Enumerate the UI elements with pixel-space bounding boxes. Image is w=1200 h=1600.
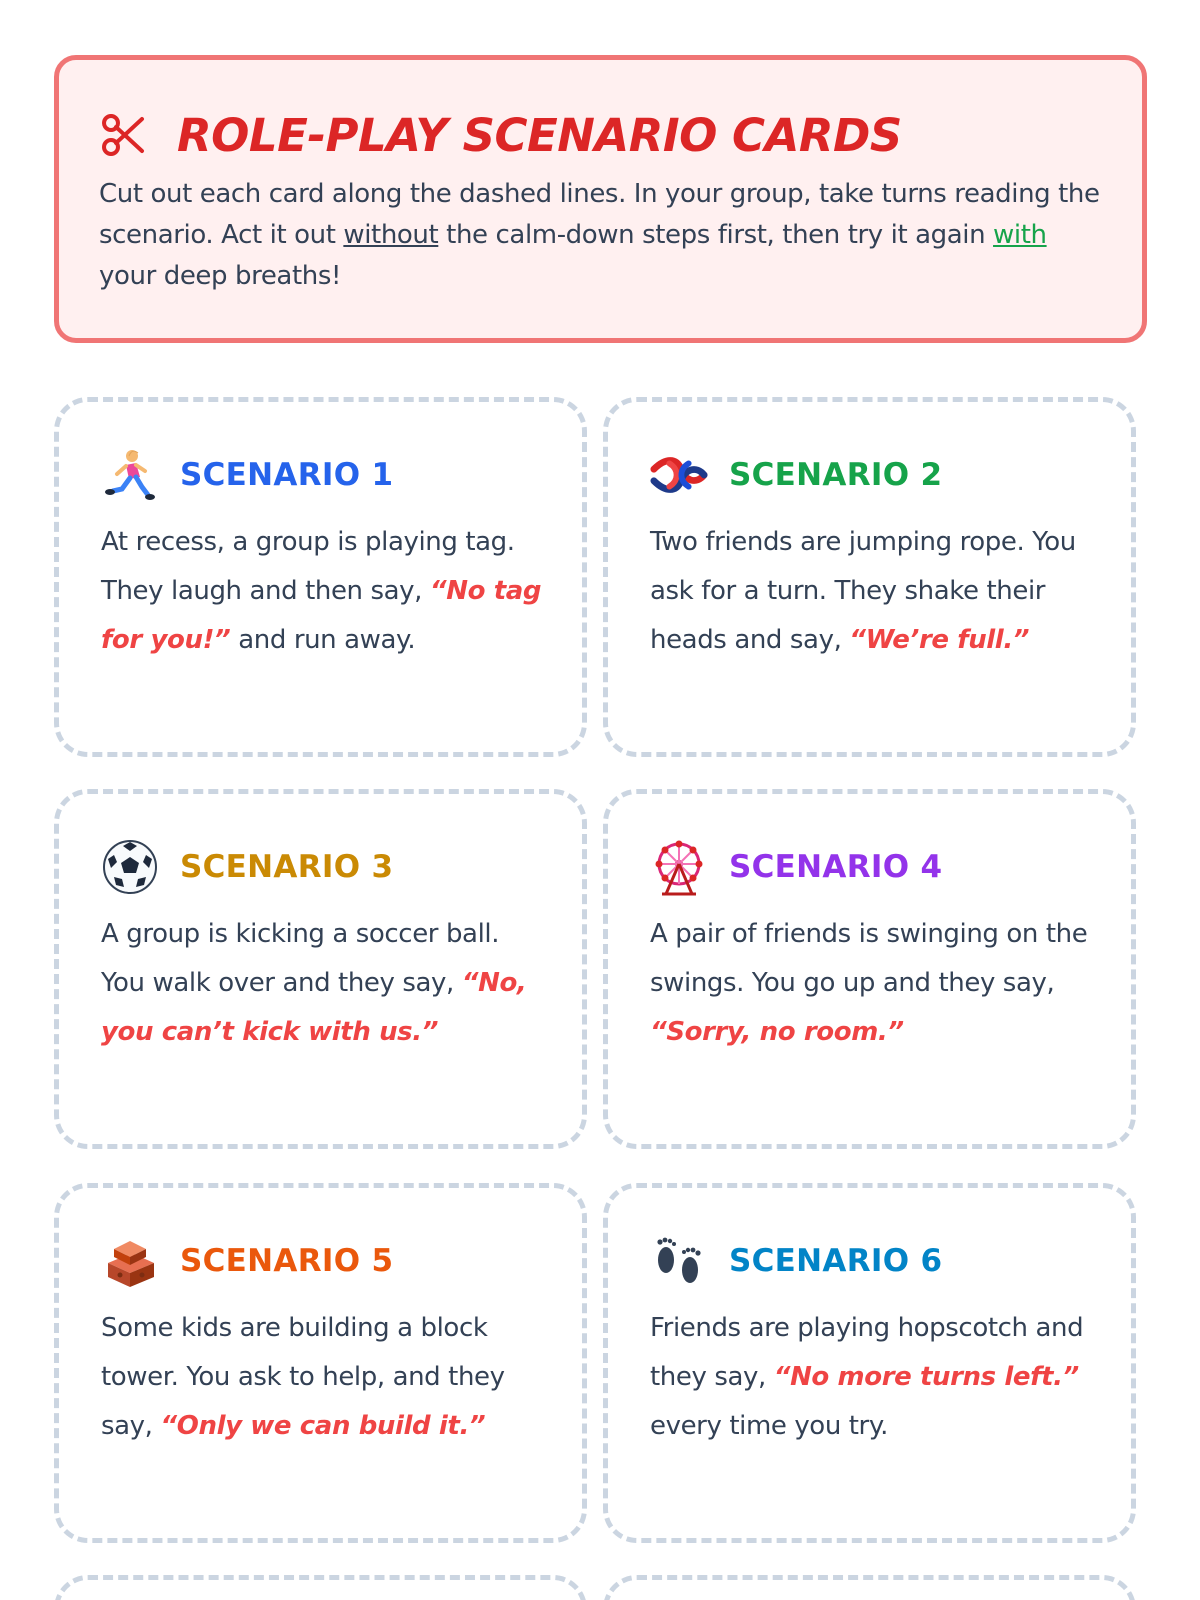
page-title: ROLE-PLAY SCENARIO CARDS [177,108,902,162]
scenario-text: Two friends are jumping rope. You ask for a turn. They shake their heads and say, [650,527,1076,655]
instructions-part-3: your deep breaths! [99,261,341,291]
card-text [101,910,542,1057]
card-title: SCENARIO 2 [729,457,943,493]
card-title: SCENARIO 6 [729,1243,943,1279]
card-title: SCENARIO 1 [180,457,394,493]
soccer-ball-icon [101,838,159,896]
scenario-card-3 [54,789,587,1149]
scenario-quote: “Sorry, no room.” [650,1017,904,1047]
scenario-text-end: and run away. [230,625,416,655]
scenario-quote: “Only we can build it.” [160,1411,486,1441]
scenario-card-7-partial [54,1575,587,1600]
card-header [101,442,542,508]
card-header [101,1228,542,1294]
scenario-quote: “No, you can’t kick with us.” [101,968,527,1047]
card-text [101,518,542,665]
scenario-text: Some kids are building a block tower. You ask to help, and they say, [101,1313,505,1441]
ferris-wheel-icon [650,838,708,896]
card-title: SCENARIO 5 [180,1243,394,1279]
card-title: SCENARIO 4 [729,849,943,885]
card-header [650,834,1091,900]
card-text [650,910,1091,1057]
card-header [650,442,1091,508]
scenario-card-4 [603,789,1136,1149]
scissors-icon [99,110,149,160]
footprints-icon [650,1232,708,1290]
card-text [101,1304,542,1451]
scenario-text: A group is kicking a soccer ball. You walk over and they say, [101,919,500,998]
scenario-quote: “No tag for you!” [101,576,542,655]
card-header [101,834,542,900]
runner-icon [101,446,159,504]
header-title-row [99,100,1102,170]
scenario-text: Friends are playing hopscotch and they say, [650,1313,1084,1392]
scenario-quote: “We’re full.” [849,625,1030,655]
scenario-card-2 [603,397,1136,757]
scenario-card-8-partial [603,1575,1136,1600]
scenario-card-6 [603,1183,1136,1543]
card-header [650,1228,1091,1294]
scenario-text-end: every time you try. [650,1411,888,1441]
knot-rope-icon [650,446,708,504]
instructions-emphasis-without: without [343,220,439,250]
scenario-quote: “No more turns left.” [773,1362,1079,1392]
instructions-panel [54,55,1147,343]
card-text [650,1304,1091,1451]
scenario-text: A pair of friends is swinging on the swings. You go up and they say, [650,919,1088,998]
instructions-text [99,174,1102,297]
bricks-icon [101,1232,159,1290]
card-title: SCENARIO 3 [180,849,394,885]
scenario-card-1 [54,397,587,757]
scenario-card-5 [54,1183,587,1543]
card-text [650,518,1091,665]
scenario-text: At recess, a group is playing tag. They laugh and then say, [101,527,515,606]
instructions-part-1: Cut out each card along the dashed lines. In your group, take turns reading the scenario. Act it out [99,179,1100,250]
instructions-emphasis-with: with [993,220,1047,250]
instructions-part-2: the calm-down steps first, then try it again [438,220,994,250]
